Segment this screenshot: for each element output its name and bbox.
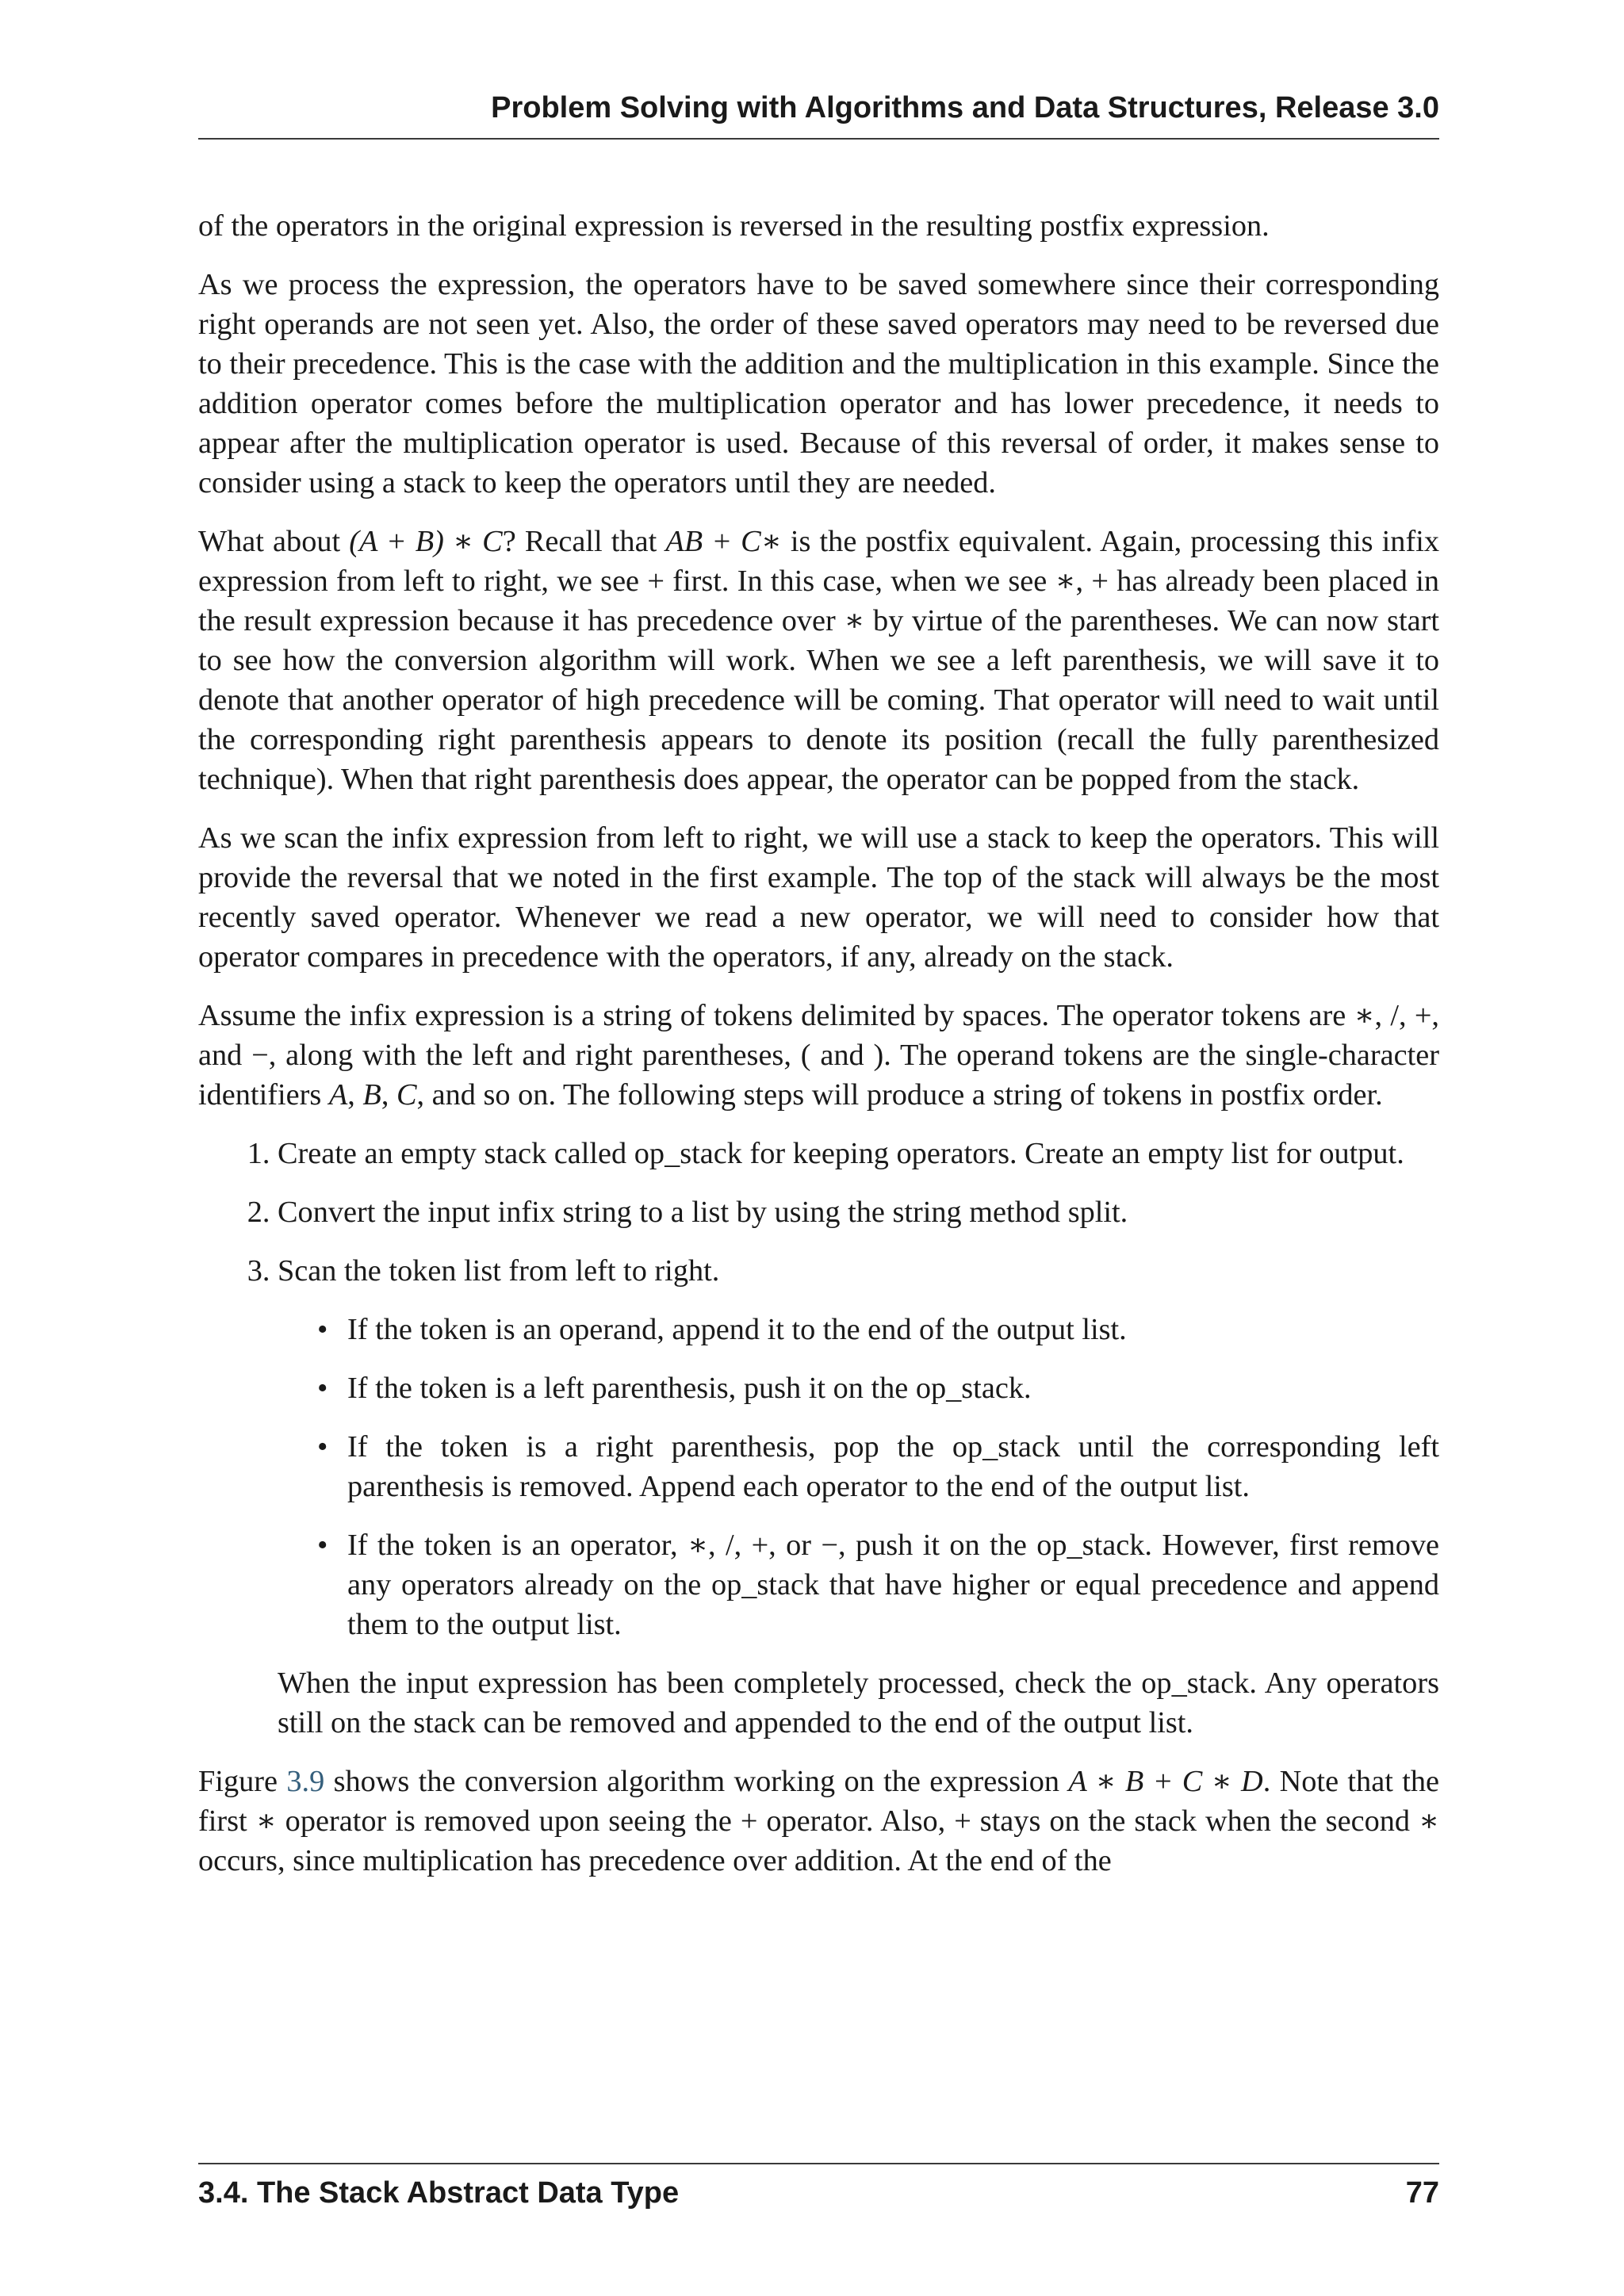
paragraph-4: As we scan the infix expression from left to right, we will use a stack to keep the operators. This will provide the reversal that we noted in the first example. The top of the stack will always be the most recently saved operator. Whenever we read a new operator, we will need to consider how that operator compares in precedence with the operators, if any, already on the stack.	[198, 821, 1439, 974]
math-operator: ∗	[255, 1804, 277, 1838]
step-follow-paragraph: When the input expression has been completely processed, check the op_stack. Any operators still on the stack can be removed and appended to the end of the output list.	[278, 1667, 1439, 1739]
math-operator: (	[800, 1039, 811, 1072]
rule-item: • If the token is an operator, ∗, /, +, or −, push it on the op_stack. However, first remove any operators already on the op_stack that have higher or equal precedence and append them to the output list.	[347, 1525, 1439, 1644]
math-variable: B	[362, 1078, 381, 1112]
running-header	[198, 90, 1439, 140]
math-variable: A	[328, 1078, 348, 1112]
math-operator: +	[647, 564, 665, 598]
page-number: 77	[1405, 2176, 1439, 2210]
paragraph-2: As we process the expression, the operators have to be saved somewhere since their corresponding right operands are not seen yet. Also, the order of these saved operators may need to be reversed due to their precedence. This is the case with the addition and the multiplication in this example. Since the addition operator comes before the multiplication operator and has lower precedence, it needs to appear after the multiplication operator is used. Because of this reversal of order, it makes sense to consider using a stack to keep the operators until they are needed.	[198, 268, 1439, 499]
math-operator: ∗	[844, 604, 865, 637]
math-expression: (A + B) ∗ C	[349, 525, 503, 558]
paragraph-5: Assume the infix expression is a string of tokens delimited by spaces. The operator tokens are ∗, /, +, and −, along with the left and right parentheses, ( and ). The operand tokens are the single-character identifiers A, B, C, and so on. The following steps will produce a string of tokens in postfix order.	[198, 999, 1439, 1112]
math-operator: ∗, /, +,	[687, 1529, 776, 1562]
math-operator: −	[251, 1039, 269, 1072]
paragraph-1: of the operators in the original expression is reversed in the resulting postfix expression.	[198, 209, 1270, 243]
page-body	[198, 206, 1439, 1900]
math-operator: −	[821, 1529, 839, 1562]
figure-link[interactable]: 3.9	[286, 1765, 325, 1798]
math-expression: AB + C∗	[665, 525, 782, 558]
math-operator: ∗, +	[1055, 564, 1109, 598]
math-variable: C	[396, 1078, 417, 1112]
rule-item: • If the token is a left parenthesis, push it on the op_stack.	[347, 1368, 1439, 1408]
token-rules	[278, 1310, 1439, 1644]
math-operator: ∗	[1418, 1804, 1440, 1838]
step-item: 1. Create an empty stack called op_stack for keeping operators. Create an empty list for output.	[278, 1134, 1439, 1173]
book-title: Problem Solving with Algorithms and Data Structures, Release 3.0	[491, 91, 1439, 124]
running-footer	[198, 2163, 1439, 2210]
math-operator: ∗, /, +,	[1354, 999, 1439, 1032]
algorithm-steps	[198, 1134, 1439, 1644]
paragraph-3: What about (A + B) ∗ C? Recall that AB + C∗ is the postfix equivalent. Again, processing this infix expression from left to right, we see + first. In this case, when we see ∗, + has already been placed in the result expression because it has precedence over ∗ by virtue of the parentheses. We can now start to see how the conversion algorithm will work. When we see a left parenthesis, we will save it to denote that another operator of high precedence will be coming. That operator will need to wait until the corresponding right parenthesis appears to denote its position (recall the fully parenthesized technique). When that right parenthesis does appear, the operator can be popped from the stack.	[198, 525, 1439, 796]
math-operator: +	[954, 1804, 971, 1838]
step-item: 3. Scan the token list from left to right. • If the token is an operand, append it to the end of the output list. • If the token is a left parenthesis, push it on the op_stack. • If the token is a right parenthesis, pop the op_stack until the corresponding left parenthesis is removed. Append each operator to the end of the output list. • If the token is an operator, ∗, /, +, or −, push it on the op_stack. However, first remove any operators already on the op_stack that have higher or equal precedence and append them to the output list.	[278, 1251, 1439, 1644]
math-operator: )	[873, 1039, 884, 1072]
math-operator: +	[740, 1804, 758, 1838]
step-item: 2. Convert the input infix string to a list by using the string method split.	[278, 1192, 1439, 1232]
section-title: 3.4. The Stack Abstract Data Type	[198, 2176, 680, 2210]
rule-item: • If the token is an operand, append it to the end of the output list.	[347, 1310, 1439, 1349]
rule-item: • If the token is a right parenthesis, pop the op_stack until the corresponding left parenthesis is removed. Append each operator to the end of the output list.	[347, 1427, 1439, 1506]
math-expression: A ∗ B + C ∗ D	[1068, 1765, 1263, 1798]
paragraph-6: Figure 3.9 shows the conversion algorithm working on the expression A ∗ B + C ∗ D. Note that the first ∗ operator is removed upon seeing the + operator. Also, + stays on the stack when the second ∗ occurs, since multiplication has precedence over addition. At the end of the	[198, 1765, 1440, 1877]
